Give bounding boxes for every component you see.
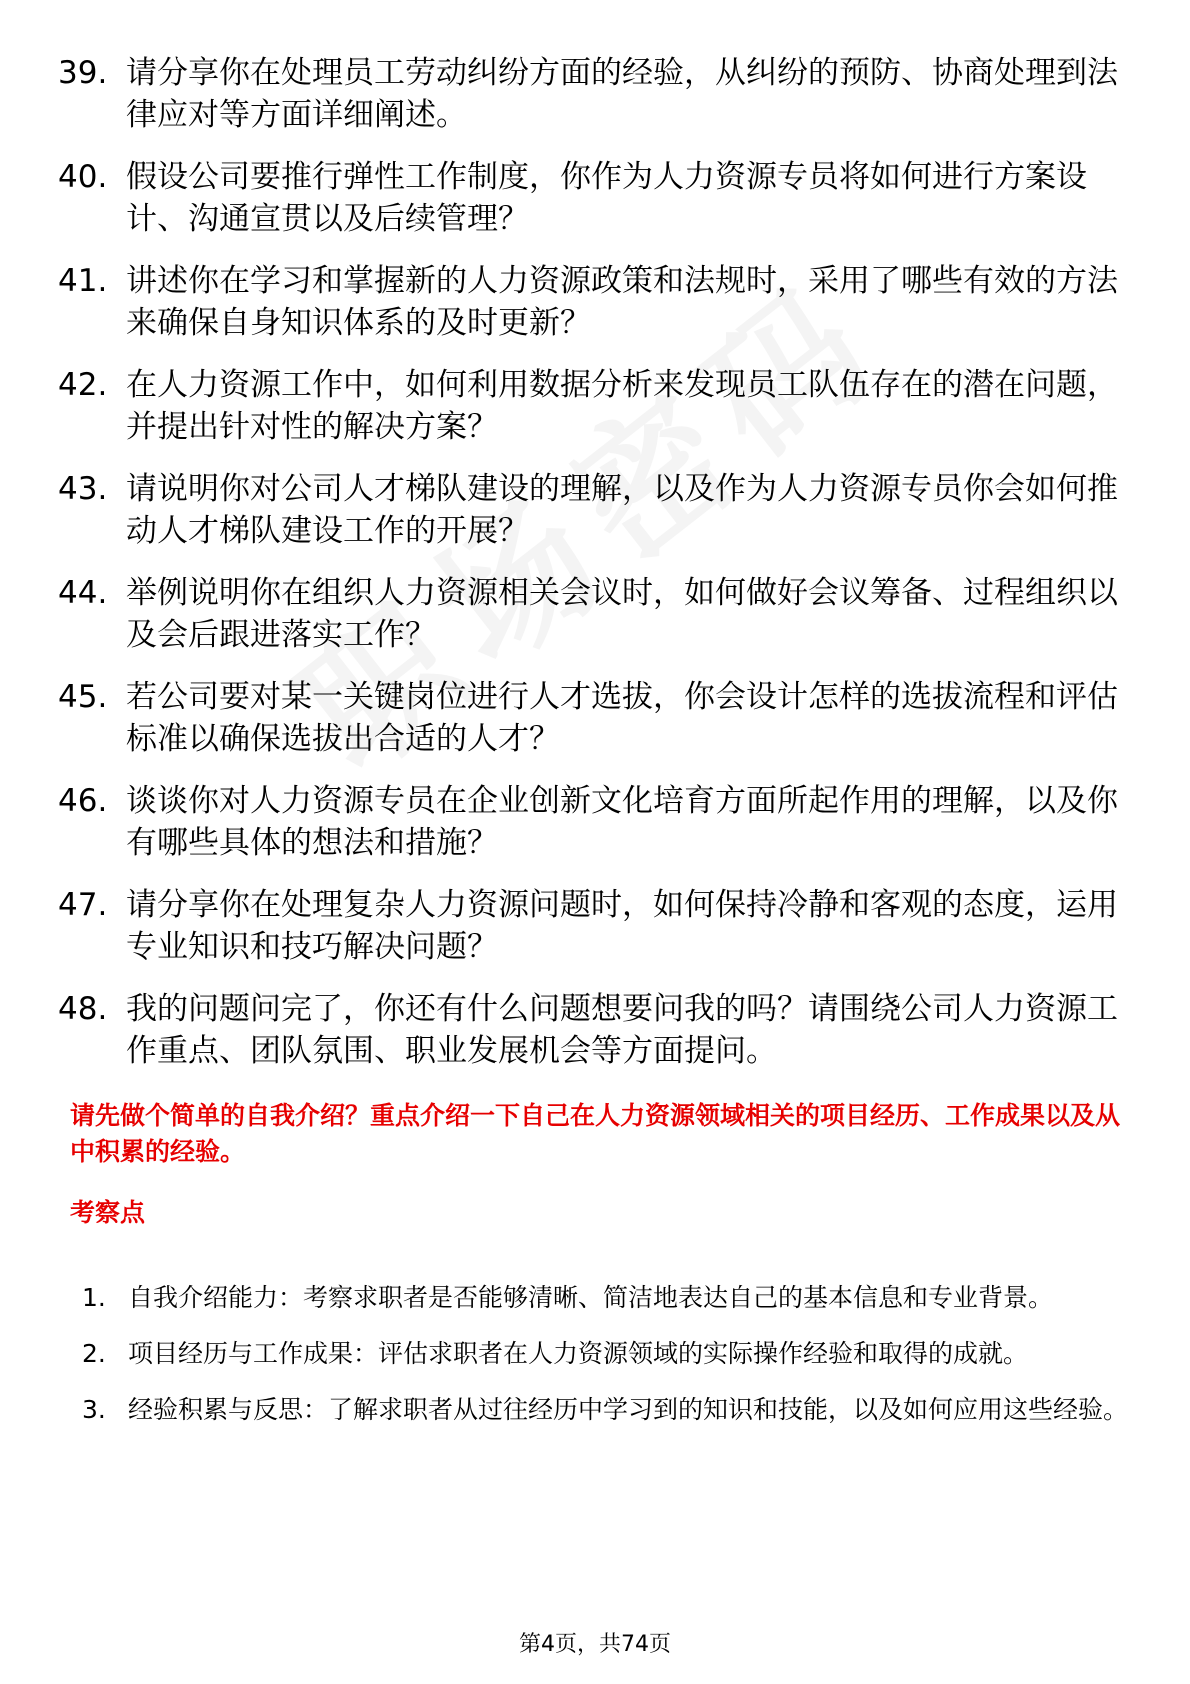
question-item xyxy=(58,988,1138,1072)
question-item xyxy=(58,780,1138,864)
question-text: 在人力资源工作中，如何利用数据分析来发现员工队伍存在的潜在问题，并提出针对性的解决方案？ xyxy=(126,367,1118,445)
question-number: 47. xyxy=(58,887,108,923)
question-item xyxy=(58,52,1138,136)
question-text: 我的问题问完了，你还有什么问题想要问我的吗？请围绕公司人力资源工作重点、团队氛围、职业发展机会等方面提问。 xyxy=(126,991,1118,1069)
question-number: 48. xyxy=(58,991,108,1027)
question-item xyxy=(58,364,1138,448)
page-footer: 第4页，共74页 xyxy=(519,1632,671,1657)
question-item xyxy=(58,260,1138,344)
assessment-point xyxy=(82,1382,1132,1438)
question-number: 39. xyxy=(58,55,108,91)
question-number: 44. xyxy=(58,575,108,611)
question-number: 46. xyxy=(58,783,108,819)
point-text: 项目经历与工作成果：评估求职者在人力资源领域的实际操作经验和取得的成就。 xyxy=(128,1339,1029,1368)
point-number: 1. xyxy=(82,1283,106,1312)
question-number: 42. xyxy=(58,367,108,403)
question-text: 请说明你对公司人才梯队建设的理解，以及作为人力资源专员你会如何推动人才梯队建设工作的开展？ xyxy=(126,471,1118,549)
point-number: 3. xyxy=(82,1395,106,1424)
point-number: 2. xyxy=(82,1339,106,1368)
assessment-points-list xyxy=(82,1270,1132,1438)
question-text: 举例说明你在组织人力资源相关会议时，如何做好会议筹备、过程组织以及会后跟进落实工作？ xyxy=(126,575,1118,653)
assessment-point xyxy=(82,1270,1132,1326)
section-heading: 考察点 xyxy=(70,1198,146,1227)
question-text: 请分享你在处理复杂人力资源问题时，如何保持冷静和客观的态度，运用专业知识和技巧解决问题？ xyxy=(126,887,1118,965)
point-text: 经验积累与反思：了解求职者从过往经历中学习到的知识和技能，以及如何应用这些经验。 xyxy=(128,1395,1129,1424)
question-item xyxy=(58,572,1138,656)
question-text: 若公司要对某一关键岗位进行人才选拔，你会设计怎样的选拔流程和评估标准以确保选拔出合适的人才？ xyxy=(126,679,1118,757)
question-number: 43. xyxy=(58,471,108,507)
question-item xyxy=(58,676,1138,760)
question-item xyxy=(58,884,1138,968)
question-text: 假设公司要推行弹性工作制度，你作为人力资源专员将如何进行方案设计、沟通宣贯以及后续管理？ xyxy=(126,159,1087,237)
question-number: 40. xyxy=(58,159,108,195)
question-text: 讲述你在学习和掌握新的人力资源政策和法规时，采用了哪些有效的方法来确保自身知识体系的及时更新？ xyxy=(126,263,1118,341)
question-list xyxy=(58,52,1138,1092)
question-text: 谈谈你对人力资源专员在企业创新文化培育方面所起作用的理解，以及你有哪些具体的想法和措施？ xyxy=(126,783,1118,861)
question-item xyxy=(58,468,1138,552)
assessment-point xyxy=(82,1326,1132,1382)
question-item xyxy=(58,156,1138,240)
question-text: 请分享你在处理员工劳动纠纷方面的经验，从纠纷的预防、协商处理到法律应对等方面详细阐述。 xyxy=(126,55,1118,133)
highlight-question: 请先做个简单的自我介绍？重点介绍一下自己在人力资源领域相关的项目经历、工作成果以及从中积累的经验。 xyxy=(70,1101,1121,1166)
question-number: 41. xyxy=(58,263,108,299)
question-number: 45. xyxy=(58,679,108,715)
point-text: 自我介绍能力：考察求职者是否能够清晰、简洁地表达自己的基本信息和专业背景。 xyxy=(128,1283,1054,1312)
